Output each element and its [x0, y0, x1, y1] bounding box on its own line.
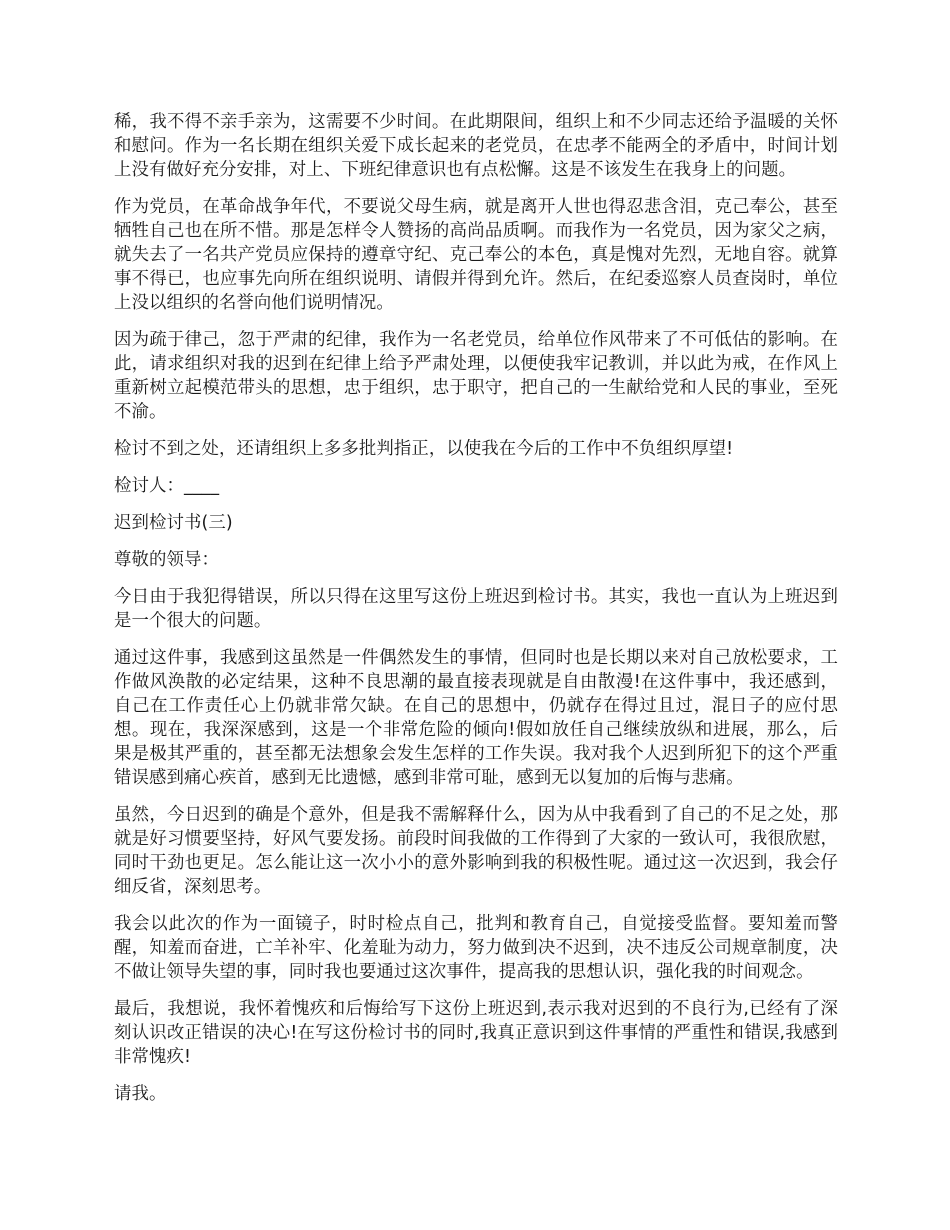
paragraph-party-member: 作为党员，在革命战争年代，不要说父母生病，就是离开人世也得忍悲含泪，克己奉公，甚至牺牲自己也在所不惜。那是怎样令人赞扬的高尚品质啊。而我作为一名党员，因为家父之病，就失去了一名共产党员应保持的遵章守纪、克己奉公的本色，真是愧对先烈，无地自容。就算事不得已，也应事先向所在组织说明、请假并得到允许。然后，在纪委巡察人员查岗时，单位上没以组织的名誉向他们说明情况。 — [114, 197, 838, 313]
paragraph-reflection: 通过这件事，我感到这虽然是一件偶然发生的事情，但同时也是长期以来对自己放松要求，工作做风涣散的必定结果，这种不良思潮的最直接表现就是自由散漫!在这件事中，我还感到，自己在工作责任心上仍就非常欠缺。在自己的思想中，仍就存在得过且过，混日子的应付思想。现在，我深深感到，这是一个非常危险的倾向!假如放任自己继续放纵和进展，那么，后果是极其严重的，甚至都无法想象会发生怎样的工作失误。我对我个人迟到所犯下的这个严重错误感到痛心疾首，感到无比遗憾，感到非常可耻，感到无以复加的后悔与悲痛。 — [114, 648, 838, 788]
signature-line: 检讨人：____ — [114, 476, 220, 496]
paragraph-closing-request: 检讨不到之处，还请组织上多多批判指正，以使我在今后的工作中不负组织厚望! — [114, 439, 734, 459]
paragraph-last: 请我。 — [114, 1084, 167, 1104]
paragraph-accident: 虽然，今日迟到的确是个意外，但是我不需解释什么，因为从中我看到了自己的不足之处，那就是好习惯要坚持，好风气要发扬。前段时间我做的工作得到了大家的一致认可，我很欣慰，同时干劲也更足。怎么能让这一次小小的意外影响到我的积极性呢。通过这一次迟到，我会仔细反省，深刻思考。 — [114, 805, 838, 897]
salutation: 尊敬的领导： — [114, 550, 219, 570]
paragraph-final: 最后，我想说，我怀着愧疚和后悔给写下这份上班迟到,表示我对迟到的不良行为,已经有了深刻认识改正错误的决心!在写这份检讨书的同时,我真正意识到这件事情的严重性和错误,我感到非常愧疚! — [114, 999, 838, 1067]
paragraph-mirror: 我会以此次的作为一面镜子，时时检点自己，批判和教育自己，自觉接受监督。要知羞而警醒，知羞而奋进，亡羊补牢、化羞耻为动力，努力做到决不迟到，决不违反公司规章制度，决不做让领导失望的事，同时我也要通过这次事件，提高我的思想认识，强化我的时间观念。 — [114, 914, 838, 982]
paragraph-continued: 稀，我不得不亲手亲为，这需要不少时间。在此期限间，组织上和不少同志还给予温暖的关怀和慰问。作为一名长期在组织关爱下成长起来的老党员，在忠孝不能两全的矛盾中，时间计划上没有做好充分安排，对上、下班纪律意识也有点松懈。这是不该发生在我身上的问题。 — [114, 112, 838, 180]
paragraph-self-discipline: 因为疏于律己，忽于严肃的纪律，我作为一名老党员，给单位作风带来了不可低估的影响。在此，请求组织对我的迟到在纪律上给予严肃处理，以便使我牢记教训，并以此为戒，在作风上重新树立起模范带头的思想，忠于组织，忠于职守，把自己的一生献给党和人民的事业，至死不渝。 — [114, 330, 838, 422]
section-title: 迟到检讨书(三) — [114, 513, 233, 533]
paragraph-intro: 今日由于我犯得错误，所以只得在这里写这份上班迟到检讨书。其实，我也一直认为上班迟到是一个很大的问题。 — [114, 587, 838, 631]
